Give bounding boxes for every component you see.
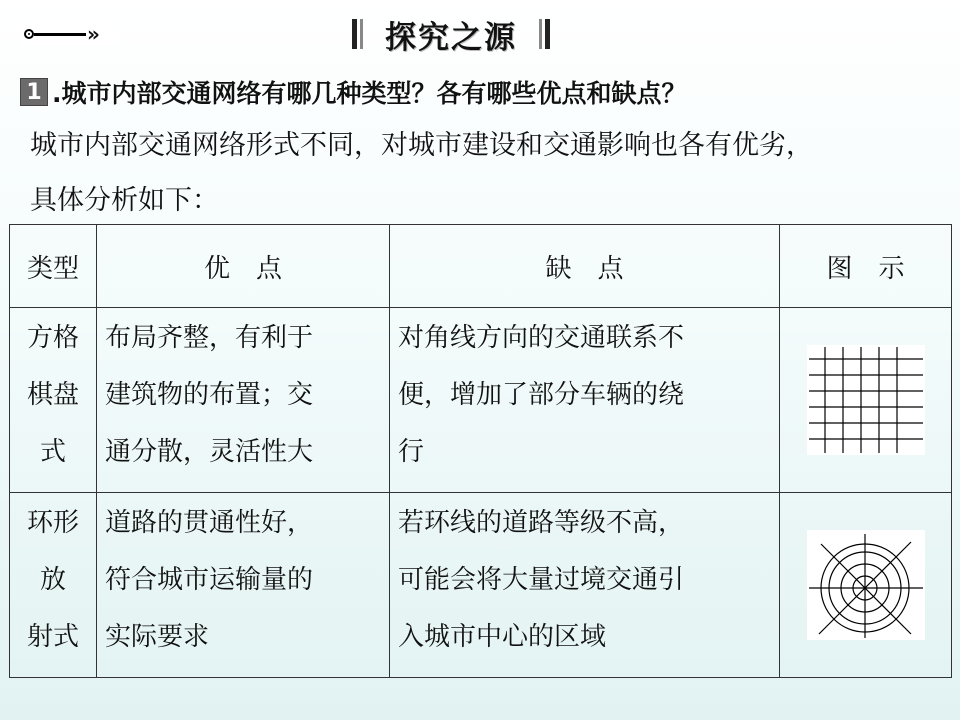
header-pros: 优 点 — [97, 225, 390, 308]
cell-line: 便，增加了部分车辆的绕 — [398, 380, 685, 410]
cell-line: 可能会将大量过境交通引 — [398, 565, 685, 595]
grid-network-diagram-icon — [807, 345, 925, 455]
cell-type — [10, 308, 97, 493]
section-title-text: 探究之源 — [385, 19, 517, 56]
intro-line-1: 城市内部交通网络形式不同，对城市建设和交通影响也各有优劣， — [30, 130, 813, 161]
cell-line: 对角线方向的交通联系不 — [398, 323, 685, 353]
comparison-table — [9, 224, 952, 678]
double-arrow-icon: » — [87, 22, 100, 46]
question-text: .城市内部交通网络有哪几种类型？各有哪些优点和缺点？ — [52, 79, 687, 108]
title-bar-right — [545, 19, 550, 49]
cell-line: 布局齐整，有利于 — [105, 323, 314, 353]
title-bar-left — [352, 19, 357, 49]
title-bar-right-thin — [539, 19, 542, 49]
section-title — [352, 14, 550, 54]
intro-paragraph — [30, 118, 950, 228]
header-cons: 缺 点 — [390, 225, 780, 308]
ring-radial-network-diagram-icon — [807, 530, 925, 640]
cell-line: 放 — [39, 565, 66, 595]
cell-pros — [97, 308, 390, 493]
table-row — [10, 493, 952, 678]
arrow-line — [34, 33, 86, 36]
title-bar-left-thin — [360, 19, 363, 49]
cell-line: 式 — [39, 437, 66, 467]
cell-cons — [390, 308, 780, 493]
cell-line: 通分散，灵活性大 — [105, 437, 314, 467]
cell-pros — [97, 493, 390, 678]
cell-line: 方格 — [26, 323, 79, 353]
cell-type — [10, 493, 97, 678]
cell-line: 行 — [398, 437, 425, 467]
table-row — [10, 308, 952, 493]
intro-line-2: 具体分析如下： — [30, 185, 219, 216]
question-number-badge: 1 — [20, 78, 48, 106]
cell-line: 入城市中心的区域 — [398, 622, 607, 652]
cell-line: 若环线的道路等级不高， — [398, 508, 685, 538]
cell-line: 射式 — [26, 622, 79, 652]
cell-line: 道路的贯通性好， — [105, 508, 314, 538]
cell-line: 实际要求 — [105, 622, 210, 652]
table-header-row — [10, 225, 952, 308]
header-type: 类型 — [10, 225, 97, 308]
cell-line: 环形 — [26, 508, 79, 538]
section-marker-icon — [22, 22, 120, 46]
cell-cons — [390, 493, 780, 678]
cell-figure — [780, 493, 952, 678]
ring-icon — [24, 29, 34, 39]
cell-line: 棋盘 — [26, 380, 79, 410]
header-figure: 图 示 — [780, 225, 952, 308]
cell-line: 符合城市运输量的 — [105, 565, 314, 595]
question — [20, 74, 687, 110]
cell-line: 建筑物的布置；交 — [105, 380, 314, 410]
cell-figure — [780, 308, 952, 493]
